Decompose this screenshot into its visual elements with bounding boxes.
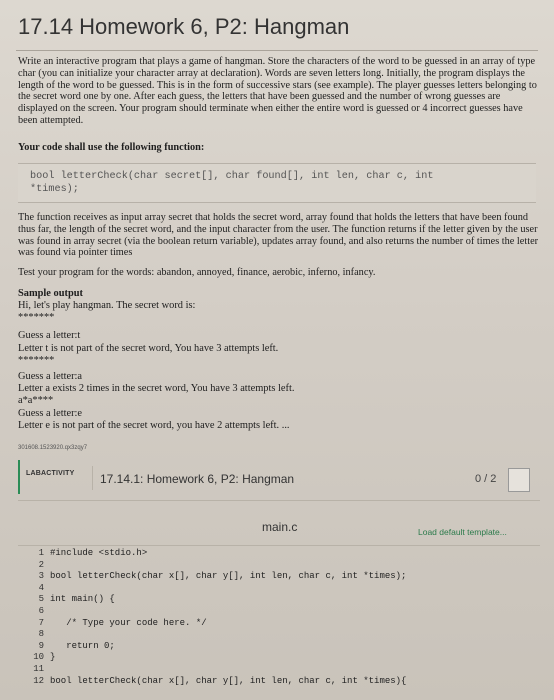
code-text: bool letterCheck(char x[], char y[], int len, char c, int *times){: [50, 675, 407, 686]
sample-line: *******: [18, 354, 55, 366]
line-number: 6: [38, 605, 44, 616]
sample-line: Guess a letter:t: [18, 330, 81, 342]
problem-id: 301608.1523920.qx3zqy7: [18, 445, 88, 451]
code-text: }: [50, 652, 56, 663]
sample-output-heading: Sample output: [18, 288, 83, 299]
line-number: 8: [38, 629, 44, 640]
completion-box: [508, 468, 530, 492]
lab-separator: [92, 466, 93, 490]
lab-divider: [18, 500, 540, 501]
code-text: int main() {: [50, 594, 115, 605]
sample-line: Letter a exists 2 times in the secret word, You have 3 attempts left.: [18, 383, 295, 395]
code-line[interactable]: [26, 664, 536, 676]
code-line[interactable]: [26, 571, 536, 583]
line-number: 3: [38, 571, 44, 582]
line-number: 7: [38, 617, 44, 628]
code-line[interactable]: [26, 583, 536, 595]
signature-line-2: *times);: [30, 184, 79, 195]
line-number: 12: [33, 675, 44, 686]
sample-line: Letter t is not part of the secret word, You have 3 attempts left.: [18, 342, 279, 354]
function-description: The function receives as input array secret that holds the secret word, array found that holds the letters that have been found thus far, the length of the secret word, and the input character from the user. The function returns if the letter given by the user was found in array secret (via the boolean return variable), updates array found, and also returns the number of times the letter was found via pointer times: [18, 212, 539, 259]
editor-divider: [18, 545, 540, 546]
line-number: 10: [33, 652, 44, 663]
sample-line: Guess a letter:a: [18, 371, 83, 383]
signature-line-1: bool letterCheck(char secret[], char found[], int len, char c, int: [30, 171, 434, 182]
test-words: Test your program for the words: abandon, annoyed, finance, aerobic, inferno, infancy.: [18, 267, 376, 278]
code-line[interactable]: [26, 641, 536, 653]
intro-paragraph: Write an interactive program that plays a game of hangman. Store the characters of the word to be guessed in an array of type char (you can initialize your character array at declaration). Words are seven letters long. Initially, the program displays the length of the word to be guessed. This is in the form of successive stars (see example). The player guesses letters belonging to the secret word one by one. After each guess, the letters that have been guessed and the number of wrong guesses are displayed on the screen. Your program should terminate when either the entire word is guessed or 4 incorrect guesses have been attempted.: [18, 56, 537, 126]
code-line[interactable]: [26, 594, 536, 606]
sample-output: [18, 300, 538, 432]
code-text: return 0;: [50, 640, 115, 651]
sample-line: Guess a letter:e: [18, 407, 83, 419]
lab-score: 0 / 2: [475, 473, 497, 485]
line-number: 11: [33, 663, 44, 674]
code-line[interactable]: [26, 629, 536, 641]
code-line[interactable]: [26, 618, 536, 630]
line-number: 2: [38, 559, 44, 570]
line-number: 1: [38, 548, 44, 558]
lab-activity-header: [18, 460, 540, 494]
line-number: 9: [38, 640, 44, 651]
sample-line: Hi, let's play hangman. The secret word is:: [18, 300, 196, 311]
code-line[interactable]: [26, 548, 536, 560]
code-line[interactable]: [26, 652, 536, 664]
load-default-template-link[interactable]: Load default template...: [418, 527, 507, 537]
use-function-label: Your code shall use the following function:: [18, 142, 205, 153]
sample-line: *******: [18, 312, 55, 324]
code-editor[interactable]: [26, 548, 536, 687]
code-line[interactable]: [26, 676, 536, 688]
code-text: bool letterCheck(char x[], char y[], int len, char c, int *times);: [50, 571, 407, 582]
file-name: main.c: [262, 520, 298, 534]
function-signature-box: [18, 163, 536, 203]
page-title: 17.14 Homework 6, P2: Hangman: [18, 14, 350, 39]
sample-line: a*a****: [18, 395, 54, 407]
title-divider: [16, 50, 538, 51]
lab-activity-tag: LABACTIVITY: [26, 470, 75, 477]
line-number: 4: [38, 582, 44, 593]
line-number: 5: [38, 594, 44, 605]
sample-line: Letter e is not part of the secret word, you have 2 attempts left. ...: [18, 419, 290, 431]
code-line[interactable]: [26, 606, 536, 618]
code-text: /* Type your code here. */: [50, 617, 207, 628]
code-text: #include <stdio.h>: [50, 548, 148, 558]
lab-activity-title: 17.14.1: Homework 6, P2: Hangman: [100, 472, 295, 486]
code-line[interactable]: [26, 560, 536, 572]
